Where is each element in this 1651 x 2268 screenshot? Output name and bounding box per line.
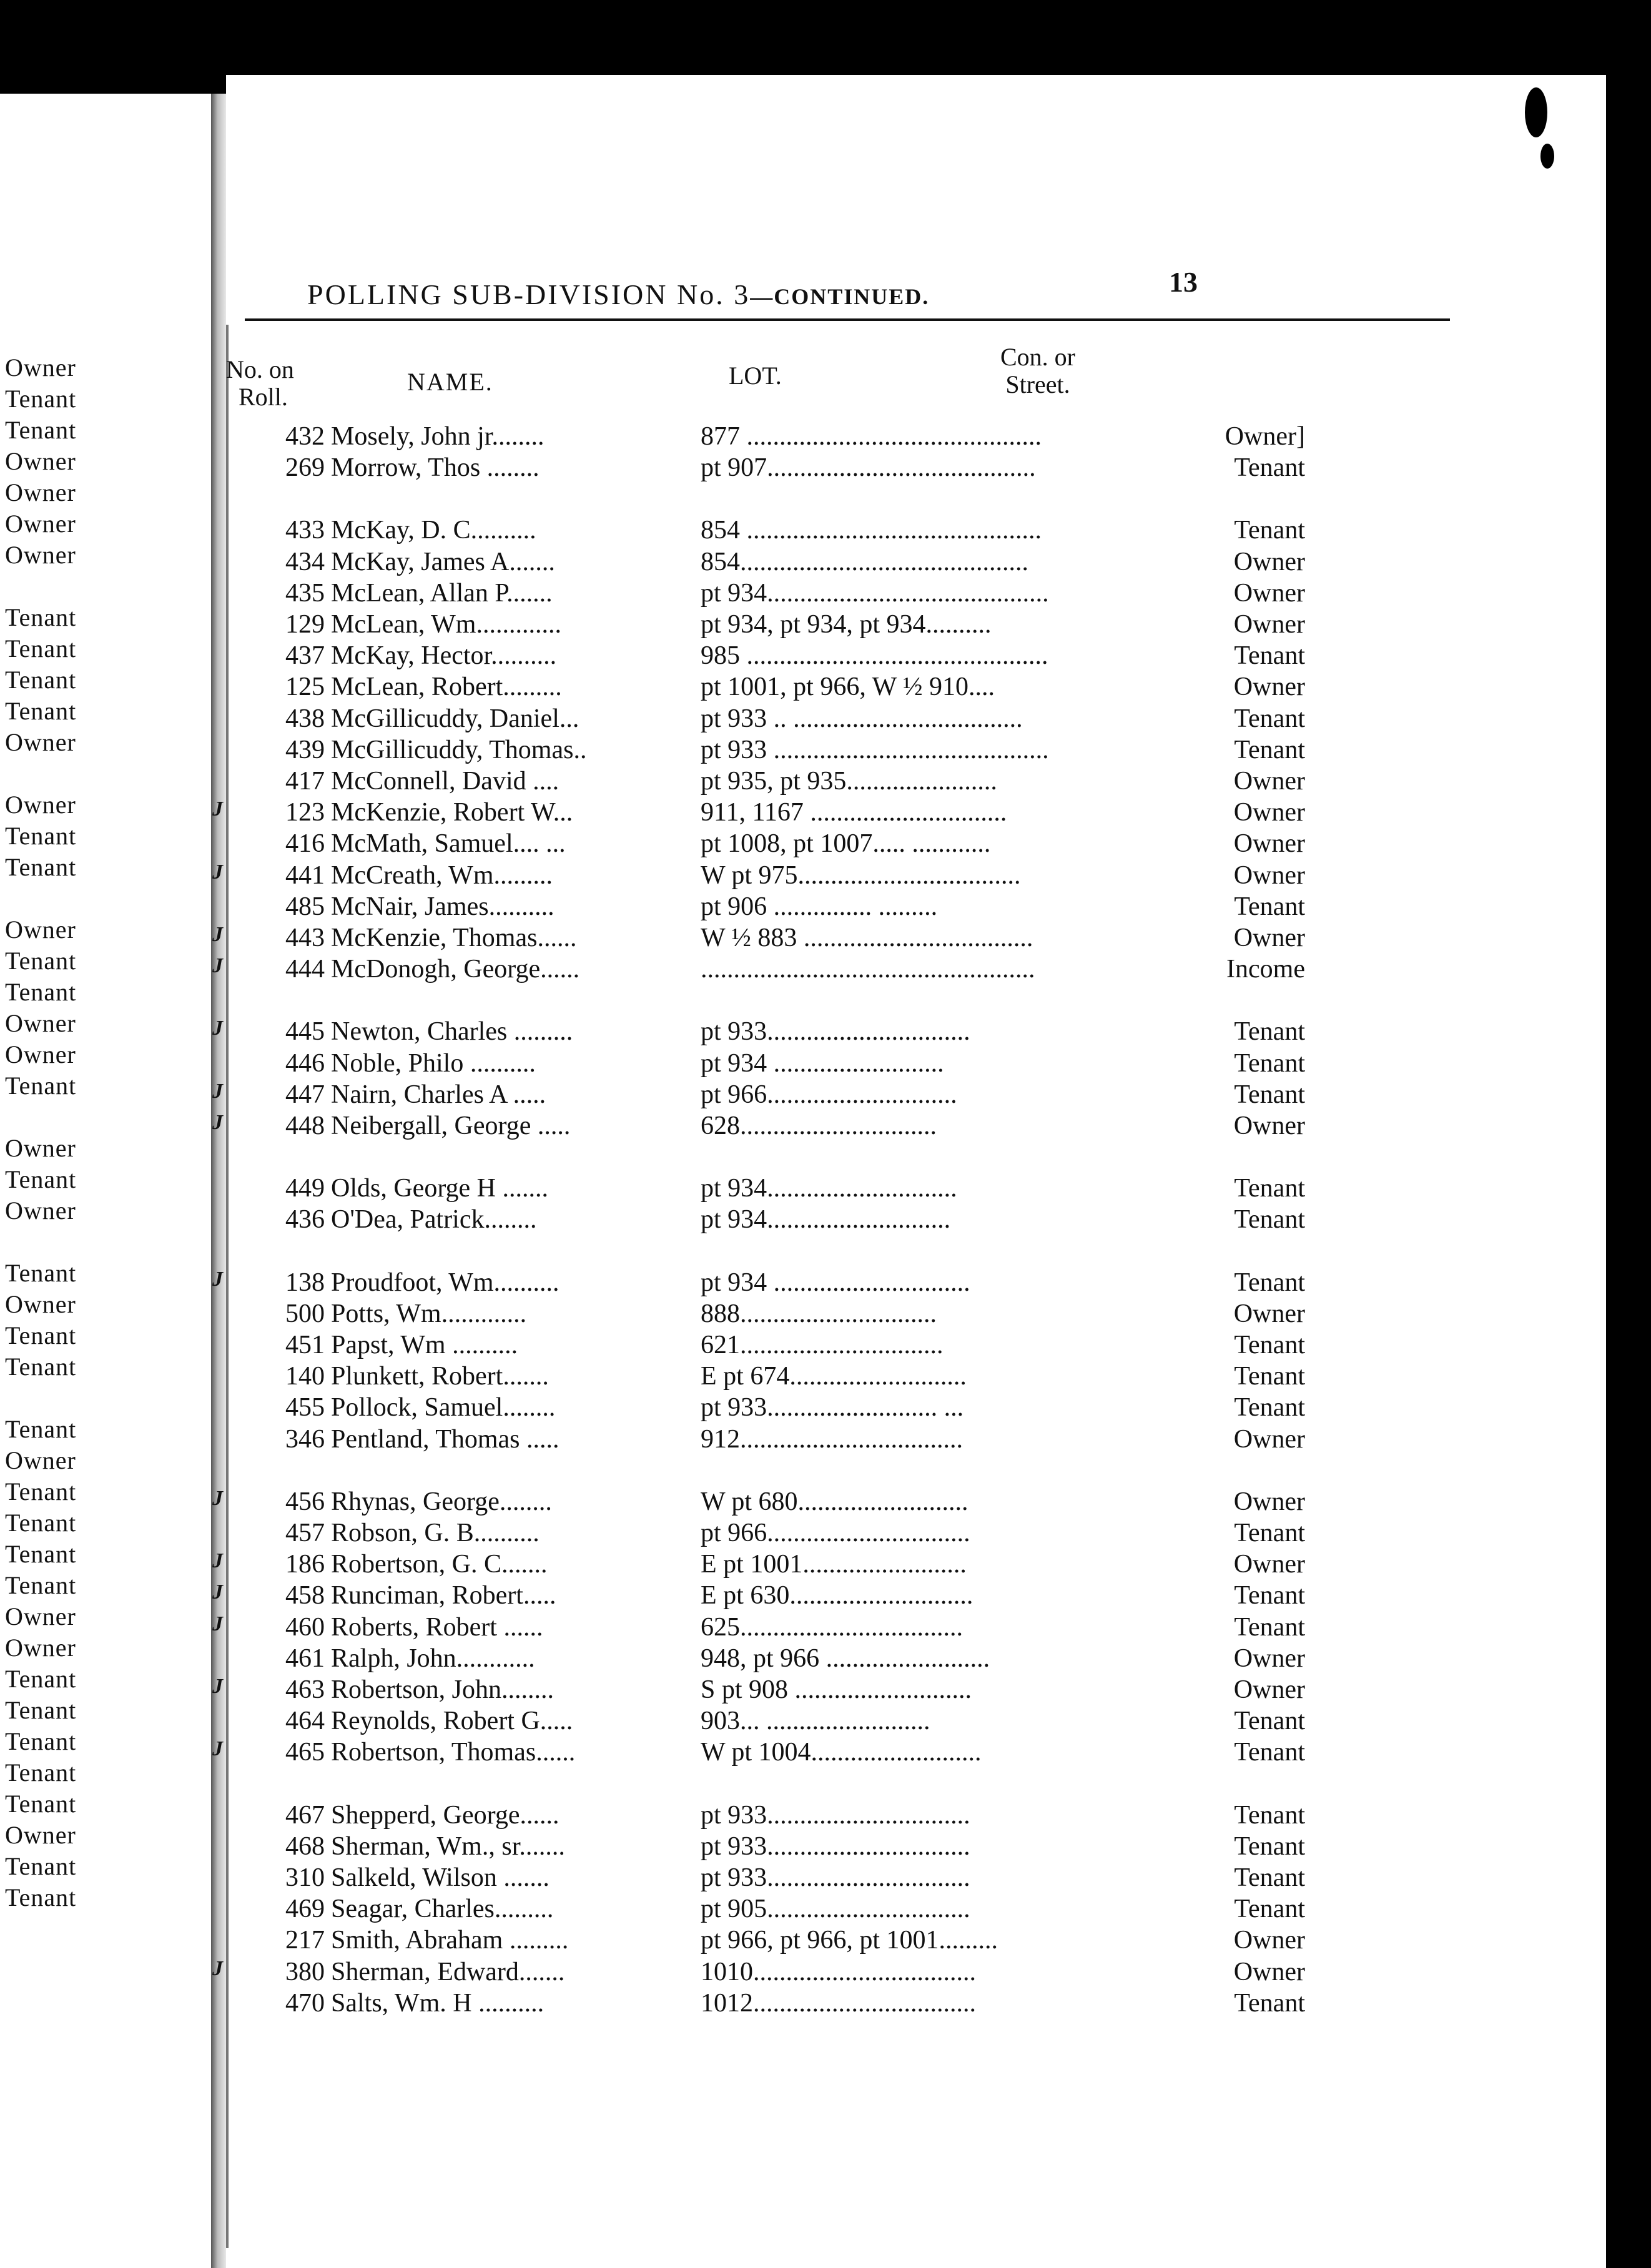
lot-description: 912.................................. (701, 1424, 963, 1454)
lot-description: pt 1001, pt 966, W ½ 910.... (701, 673, 995, 702)
roll-number: 269 (285, 453, 325, 483)
table-row (226, 1988, 1305, 2019)
lot-description: 903... ......................... (701, 1707, 930, 1736)
tenure-status: Tenant (1113, 1612, 1305, 1642)
tenure-status: Owner (1113, 1424, 1305, 1454)
voter-name: Smith, Abraham ......... (331, 1926, 569, 1955)
lot-description: pt 907......................................... (701, 453, 1036, 483)
table-row (212, 1486, 1305, 1518)
juror-mark: J (212, 1580, 223, 1604)
roll-number: 456 (285, 1487, 325, 1516)
roll-number: 470 (285, 1988, 325, 2018)
juror-mark: J (212, 797, 223, 821)
tenure-status: Tenant (1113, 1361, 1305, 1391)
left-page-status: Tenant (5, 1259, 77, 1287)
table-row (212, 1549, 1305, 1580)
table-row (226, 1173, 1305, 1205)
roll-number: 449 (285, 1174, 325, 1203)
table-row (226, 609, 1305, 641)
table-row (212, 1675, 1305, 1706)
left-page-status: Owner (5, 510, 76, 538)
right-page (212, 75, 1606, 2268)
lot-description: W pt 975.................................. (701, 860, 1021, 890)
tenure-status: Tenant (1113, 453, 1305, 483)
left-page-status: Tenant (5, 1883, 77, 1911)
left-page-status: Tenant (5, 1758, 77, 1787)
tenure-status: Tenant (1113, 1988, 1305, 2018)
table-row (226, 704, 1305, 735)
roll-number: 434 (285, 547, 325, 576)
roll-number: 310 (285, 1863, 325, 1892)
column-header-lot: LOT. (729, 362, 782, 390)
tenure-status: Income (1113, 954, 1305, 984)
lot-description: pt 966, pt 966, pt 1001......... (701, 1926, 998, 1955)
left-page-status: Owner (5, 541, 76, 569)
roll-number: 138 (285, 1268, 325, 1297)
roll-number: 457 (285, 1519, 325, 1547)
page-header (307, 278, 929, 311)
roll-number: 416 (285, 829, 325, 859)
voter-name: McKenzie, Robert W... (331, 798, 573, 827)
roll-number: 433 (285, 516, 325, 545)
roll-number: 458 (285, 1581, 325, 1610)
table-row (226, 1863, 1305, 1894)
left-page-status: Owner (5, 1821, 76, 1849)
roll-number: 186 (285, 1550, 325, 1579)
table-row (212, 1017, 1305, 1048)
left-page-status: Tenant (5, 697, 77, 725)
lot-description: pt 934............................ (701, 1205, 951, 1235)
tenure-status: Owner (1113, 1925, 1305, 1955)
left-page-status: Tenant (5, 1790, 77, 1818)
table-row (226, 1644, 1305, 1675)
tenure-status: Owner (1113, 1957, 1305, 1987)
left-page-status: Tenant (5, 853, 77, 881)
voter-name: Newton, Charles ......... (331, 1017, 573, 1047)
voter-name: Plunkett, Robert....... (331, 1362, 549, 1391)
table-row (212, 954, 1305, 985)
lot-description: W pt 680.......................... (701, 1487, 968, 1516)
table-row (212, 1956, 1305, 1988)
voter-name: Morrow, Thos ........ (331, 453, 540, 483)
lot-description: 621............................... (701, 1331, 944, 1359)
tenure-status: Tenant (1113, 1518, 1305, 1548)
tenure-status: Owner (1113, 1675, 1305, 1705)
juror-mark: J (212, 954, 223, 978)
voter-name: Noble, Philo .......... (331, 1048, 536, 1078)
left-page-status: Tenant (5, 416, 77, 444)
juror-mark: J (212, 923, 223, 946)
lot-description: pt 933 .......................................... (701, 735, 1049, 764)
table-row (226, 1894, 1305, 1925)
lot-description: S pt 908 ........................... (701, 1675, 972, 1704)
voter-name: McMath, Samuel.... ... (331, 829, 566, 859)
lot-description: 628.............................. (701, 1112, 937, 1140)
table-row (226, 735, 1305, 766)
roll-number: 485 (285, 892, 325, 921)
voter-name: McKay, James A....... (331, 547, 555, 576)
voter-name: Seagar, Charles......... (331, 1895, 554, 1924)
juror-mark: J (212, 1737, 223, 1761)
voter-name: McLean, Robert......... (331, 673, 562, 702)
roll-number: 435 (285, 578, 325, 608)
juror-mark: J (212, 1612, 223, 1635)
left-page-status: Owner (5, 1602, 76, 1630)
voter-name: McDonogh, George...... (331, 955, 580, 984)
juror-mark: J (212, 1079, 223, 1103)
tenure-status: Tenant (1113, 1800, 1305, 1830)
tenure-status: Tenant (1113, 1268, 1305, 1298)
lot-description: pt 934............................. (701, 1174, 957, 1203)
juror-mark: J (212, 860, 223, 884)
lot-description: pt 966............................. (701, 1080, 957, 1109)
left-page-status: Tenant (5, 978, 77, 1006)
tenure-status: Tenant (1113, 735, 1305, 765)
tenure-status: Tenant (1113, 1580, 1305, 1610)
lot-description: pt 966............................... (701, 1519, 970, 1547)
roll-number: 441 (285, 860, 325, 890)
lot-description: pt 933.......................... ... (701, 1393, 964, 1422)
left-page-status: Owner (5, 728, 76, 756)
ink-speck (1525, 87, 1547, 137)
left-page-status: Owner (5, 915, 76, 944)
juror-mark: J (212, 1017, 223, 1040)
lot-description: pt 933 .. ................................... (701, 704, 1023, 733)
lot-description: pt 934........................................... (701, 578, 1049, 608)
left-page-status: Tenant (5, 1696, 77, 1724)
tenure-status: Owner (1113, 547, 1305, 577)
juror-mark: J (212, 1675, 223, 1698)
tenure-status: Tenant (1113, 1173, 1305, 1203)
roll-number: 467 (285, 1800, 325, 1830)
lot-description: pt 934, pt 934, pt 934.......... (701, 610, 992, 639)
table-row (226, 1832, 1305, 1863)
voter-name: Neibergall, George ..... (331, 1112, 571, 1140)
table-row (226, 453, 1305, 484)
tenure-status: Tenant (1113, 1048, 1305, 1078)
tenure-status: Owner (1113, 1299, 1305, 1329)
voter-name: Proudfoot, Wm.......... (331, 1268, 559, 1297)
left-page-status: Tenant (5, 1665, 77, 1693)
tenure-status: Tenant (1113, 1330, 1305, 1360)
roll-number: 438 (285, 704, 325, 733)
table-row (212, 860, 1305, 892)
left-page-status: Tenant (5, 947, 77, 975)
left-page-fragment (0, 94, 212, 2268)
voter-name: Reynolds, Robert G..... (331, 1707, 573, 1736)
roll-number: 439 (285, 735, 325, 764)
lot-description: pt 934 .......................... (701, 1048, 944, 1078)
left-page-status: Owner (5, 353, 76, 382)
voter-name: Papst, Wm .......... (331, 1331, 518, 1359)
left-page-status: Tenant (5, 1415, 77, 1443)
tenure-status: Tenant (1113, 1706, 1305, 1736)
table-row (226, 1706, 1305, 1737)
tenure-status: Owner (1113, 766, 1305, 796)
roll-number: 451 (285, 1331, 325, 1359)
table-row (226, 578, 1305, 609)
voter-name: Nairn, Charles A ..... (331, 1080, 546, 1109)
juror-mark: J (212, 1956, 223, 1980)
tenure-status: Owner (1113, 609, 1305, 639)
table-row (226, 1925, 1305, 1956)
book-spine (211, 94, 227, 2268)
left-page-status: Tenant (5, 1727, 77, 1755)
roll-number: 432 (285, 422, 325, 451)
tenure-status: Tenant (1113, 1832, 1305, 1861)
lot-description: pt 934 .............................. (701, 1268, 970, 1297)
lot-description: 854............................................ (701, 547, 1028, 576)
lot-description: 948, pt 966 ......................... (701, 1644, 990, 1673)
left-page-status: Tenant (5, 1852, 77, 1880)
left-page-status: Owner (5, 1196, 76, 1225)
table-row (226, 1299, 1305, 1330)
lot-description: pt 933............................... (701, 1017, 970, 1047)
lot-description: E pt 1001......................... (701, 1550, 967, 1579)
lot-description: W ½ 883 ................................... (701, 924, 1033, 952)
table-row (226, 1800, 1305, 1832)
roll-number: 437 (285, 641, 325, 671)
lot-description: ................................................... (701, 955, 1035, 984)
lot-description: 625.................................. (701, 1612, 963, 1642)
tenure-status: Tenant (1113, 1863, 1305, 1893)
left-page-status: Tenant (5, 634, 77, 663)
left-page-status: Owner (5, 1134, 76, 1162)
tenure-status: Owner (1113, 1487, 1305, 1517)
tenure-status: Tenant (1113, 1205, 1305, 1235)
lot-description: 854 ............................................. (701, 516, 1042, 545)
voter-name: McLean, Allan P....... (331, 578, 553, 608)
tenure-status: Owner (1113, 829, 1305, 859)
table-row (226, 892, 1305, 923)
left-page-status: Owner (5, 478, 76, 506)
roll-number: 436 (285, 1205, 325, 1235)
voter-name: Robson, G. B.......... (331, 1519, 540, 1547)
roll-number: 217 (285, 1926, 325, 1955)
left-page-status: Tenant (5, 1477, 77, 1506)
roll-number: 469 (285, 1895, 325, 1924)
tenure-status: Owner (1113, 860, 1305, 890)
roll-number: 455 (285, 1393, 325, 1422)
roll-number: 445 (285, 1017, 325, 1047)
voter-name: McLean, Wm............. (331, 610, 561, 639)
lot-description: 1010.................................. (701, 1957, 976, 1986)
left-page-status: Tenant (5, 1072, 77, 1100)
tenure-status: Owner (1113, 672, 1305, 702)
juror-mark: J (212, 1486, 223, 1510)
table-row (212, 1580, 1305, 1612)
left-page-status: Owner (5, 1446, 76, 1474)
roll-number: 460 (285, 1612, 325, 1642)
voter-name: Potts, Wm............. (331, 1299, 527, 1328)
tenure-status: Owner (1113, 1549, 1305, 1579)
lot-description: pt 933............................... (701, 1800, 970, 1830)
voter-name: Olds, George H ....... (331, 1174, 549, 1203)
left-page-status: Owner (5, 1040, 76, 1068)
column-header-con-street: Con. or Street. (1000, 343, 1075, 398)
left-page-status: Owner (5, 791, 76, 819)
voter-name: Mosely, John jr........ (331, 422, 545, 451)
table-row (226, 672, 1305, 703)
left-page-status: Owner (5, 1009, 76, 1037)
table-row (226, 515, 1305, 546)
left-page-status: Owner (5, 1290, 76, 1318)
roll-number: 468 (285, 1832, 325, 1861)
lot-description: pt 933............................... (701, 1863, 970, 1892)
roll-number: 123 (285, 798, 325, 827)
lot-description: pt 935, pt 935....................... (701, 767, 997, 796)
voter-name: Shepperd, George...... (331, 1800, 559, 1830)
left-page-status: Owner (5, 447, 76, 475)
lot-description: E pt 630............................ (701, 1581, 973, 1610)
tenure-status: Tenant (1113, 1737, 1305, 1767)
tenure-status: Tenant (1113, 1393, 1305, 1422)
roll-number: 417 (285, 767, 325, 796)
voter-name: Sherman, Wm., sr....... (331, 1832, 565, 1861)
header-title: POLLING SUB-DIVISION (307, 279, 668, 310)
voter-name: Runciman, Robert..... (331, 1581, 556, 1610)
left-page-status: Tenant (5, 1165, 77, 1193)
left-page-status: Tenant (5, 822, 77, 850)
column-header-roll: No. on Roll. (226, 355, 294, 411)
table-row (226, 1424, 1305, 1456)
header-rule (245, 318, 1450, 321)
table-row (226, 641, 1305, 672)
table-row (226, 829, 1305, 860)
tenure-status: Owner] (1113, 422, 1305, 451)
tenure-status: Tenant (1113, 1080, 1305, 1110)
left-page-status: Tenant (5, 1321, 77, 1349)
roll-number: 464 (285, 1707, 325, 1736)
voter-name: Rhynas, George........ (331, 1487, 552, 1516)
voter-name: Robertson, G. C....... (331, 1550, 548, 1579)
voter-name: McKay, Hector.......... (331, 641, 557, 671)
tenure-status: Owner (1113, 578, 1305, 608)
lot-description: pt 905............................... (701, 1895, 970, 1924)
table-row (212, 923, 1305, 954)
voter-name: Roberts, Robert ...... (331, 1612, 543, 1642)
lot-description: 1012.................................. (701, 1988, 976, 2018)
tenure-status: Owner (1113, 797, 1305, 827)
voter-name: Pollock, Samuel........ (331, 1393, 556, 1422)
juror-mark: J (212, 1111, 223, 1134)
voter-name: McKay, D. C.......... (331, 516, 536, 545)
left-page-status: Tenant (5, 1509, 77, 1537)
lot-description: 877 ............................................. (701, 422, 1042, 451)
voter-name: Salts, Wm. H .......... (331, 1988, 545, 2018)
table-row (212, 1612, 1305, 1644)
tenure-status: Tenant (1113, 892, 1305, 922)
voter-name: Ralph, John............ (331, 1644, 535, 1673)
table-row (226, 1518, 1305, 1549)
roll-number: 463 (285, 1675, 325, 1704)
roll-number: 448 (285, 1112, 325, 1140)
column-header-name: NAME. (407, 368, 493, 396)
voter-name: Robertson, John........ (331, 1675, 554, 1704)
lot-description: 985 .............................................. (701, 641, 1048, 671)
left-page-status: Tenant (5, 666, 77, 694)
tenure-status: Tenant (1113, 1894, 1305, 1924)
tenure-status: Owner (1113, 1111, 1305, 1141)
tenure-status: Tenant (1113, 515, 1305, 545)
lot-description: W pt 1004.......................... (701, 1738, 982, 1767)
roll-number: 380 (285, 1957, 325, 1986)
lot-description: pt 906 ............... ......... (701, 892, 938, 921)
voter-name: McConnell, David .... (331, 767, 559, 796)
voter-name: Sherman, Edward....... (331, 1957, 565, 1986)
lot-description: pt 1008, pt 1007..... ............ (701, 829, 991, 859)
header-continued: —CONTINUED. (750, 284, 930, 309)
juror-mark: J (212, 1549, 223, 1573)
left-page-status: Tenant (5, 1540, 77, 1568)
table-row (226, 547, 1305, 578)
voter-name: Salkeld, Wilson ....... (331, 1863, 550, 1892)
roll-number: 140 (285, 1362, 325, 1391)
table-row (226, 422, 1305, 453)
left-page-status: Tenant (5, 603, 77, 631)
lot-description: E pt 674........................... (701, 1362, 967, 1391)
header-number: No. 3 (676, 279, 751, 310)
table-row (212, 1267, 1305, 1299)
tenure-status: Owner (1113, 923, 1305, 953)
table-row (226, 1361, 1305, 1393)
ink-speck (1540, 144, 1554, 169)
voter-name: O'Dea, Patrick........ (331, 1205, 537, 1235)
roll-number: 129 (285, 610, 325, 639)
roll-number: 446 (285, 1048, 325, 1078)
lot-description: 888.............................. (701, 1299, 937, 1328)
table-row (226, 1330, 1305, 1361)
roll-number: 500 (285, 1299, 325, 1328)
left-page-status: Tenant (5, 385, 77, 413)
voter-name: McNair, James.......... (331, 892, 554, 921)
lot-description: 911, 1167 .............................. (701, 798, 1007, 827)
tenure-status: Tenant (1113, 704, 1305, 734)
left-page-status: Tenant (5, 1353, 77, 1381)
table-row (226, 766, 1305, 797)
roll-number: 465 (285, 1738, 325, 1767)
voter-name: Robertson, Thomas...... (331, 1738, 576, 1767)
lot-description: pt 933............................... (701, 1832, 970, 1861)
roll-number: 443 (285, 924, 325, 952)
roll-number: 125 (285, 673, 325, 702)
voter-name: McGillicuddy, Thomas.. (331, 735, 587, 764)
table-row (226, 1048, 1305, 1080)
table-row (212, 1079, 1305, 1111)
voter-name: McGillicuddy, Daniel... (331, 704, 579, 733)
voter-name: McKenzie, Thomas...... (331, 924, 577, 952)
table-row (212, 1737, 1305, 1768)
tenure-status: Tenant (1113, 1017, 1305, 1047)
tenure-status: Owner (1113, 1644, 1305, 1674)
roll-number: 461 (285, 1644, 325, 1673)
roll-number: 444 (285, 955, 325, 984)
voter-name: Pentland, Thomas ..... (331, 1424, 559, 1454)
table-row (226, 1393, 1305, 1424)
left-page-status: Tenant (5, 1571, 77, 1599)
table-row (212, 1111, 1305, 1142)
roll-number: 346 (285, 1424, 325, 1454)
left-page-status: Owner (5, 1634, 76, 1662)
table-row (212, 797, 1305, 829)
page-number: 13 (1169, 266, 1198, 298)
table-row (226, 1205, 1305, 1236)
juror-mark: J (212, 1267, 223, 1291)
tenure-status: Tenant (1113, 641, 1305, 671)
roll-number: 447 (285, 1080, 325, 1109)
voter-name: McCreath, Wm......... (331, 860, 553, 890)
